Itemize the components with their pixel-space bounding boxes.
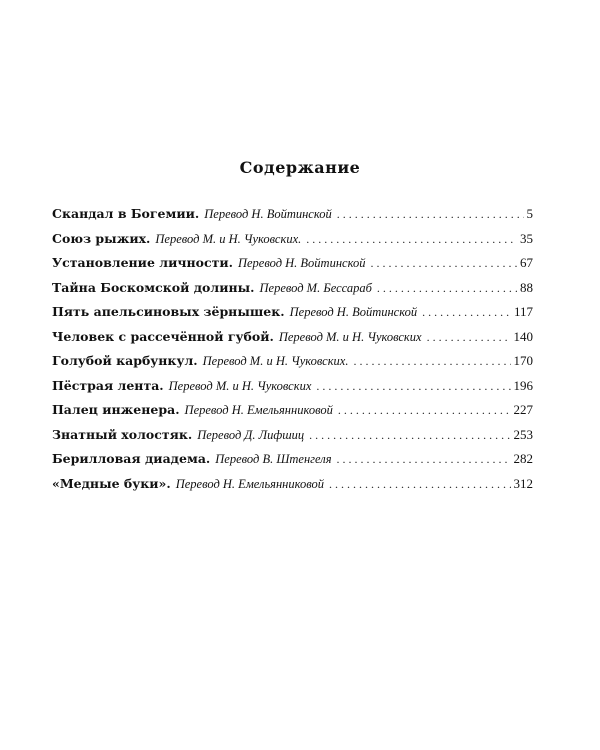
toc-entry (52, 329, 533, 354)
dot-leader (377, 281, 517, 296)
toc-entry (52, 304, 533, 329)
entry-page-number: 312 (513, 475, 533, 491)
entry-translator: Перевод М. и Н. Чуковских (278, 329, 422, 344)
toc-entry (52, 402, 533, 427)
entry-title: Пёстрая лента. (52, 377, 164, 393)
entry-translator: Перевод Н. Войтинской (204, 207, 332, 221)
entry-translator: Перевод Н. Войтинской (237, 256, 366, 270)
toc-entry (52, 353, 533, 378)
entry-title: Человек с рассечённой губой. (52, 328, 274, 344)
entry-translator: Перевод М. и Н. Чуковских (168, 378, 312, 393)
entry-page-number: 88 (520, 279, 533, 295)
dot-leader (370, 256, 517, 271)
toc-entry (52, 206, 533, 231)
entry-title: Голубой карбункул. (52, 353, 198, 368)
entry-translator: Перевод М. Бессараб (259, 280, 372, 295)
entry-title: Пять апельсиновых зёрнышек. (52, 304, 285, 319)
entry-title: «Медные буки». (52, 475, 171, 491)
entry-title: Союз рыжих. (52, 230, 151, 246)
entry-page-number: 140 (513, 328, 533, 344)
dot-leader (337, 207, 524, 222)
table-of-contents (52, 206, 533, 500)
entry-translator: Перевод Н. Войтинской (289, 305, 418, 319)
toc-entry (52, 231, 533, 256)
toc-entry (52, 451, 533, 476)
toc-entry (52, 255, 533, 280)
entry-page-number: 5 (526, 206, 533, 221)
entry-page-number: 170 (513, 353, 533, 368)
dot-leader (316, 379, 510, 394)
entry-translator: Перевод В. Штенгеля (215, 452, 332, 466)
entry-page-number: 253 (513, 426, 533, 442)
toc-entry (52, 427, 533, 452)
dot-leader (329, 477, 510, 492)
dot-leader (422, 305, 511, 320)
entry-title: Тайна Боскомской долины. (52, 279, 255, 295)
toc-entry (52, 476, 533, 501)
entry-page-number: 35 (520, 230, 533, 246)
entry-page-number: 227 (513, 402, 533, 417)
entry-page-number: 117 (513, 304, 533, 319)
dot-leader (338, 403, 511, 418)
entry-translator: Перевод Д. Лифшиц (197, 427, 305, 442)
entry-page-number: 282 (513, 451, 533, 466)
entry-title: Берилловая диадема. (52, 451, 211, 466)
page-title: Содержание (239, 158, 361, 177)
entry-translator: Перевод Н. Емельянниковой (175, 476, 325, 491)
dot-leader (427, 330, 511, 345)
toc-entry (52, 280, 533, 305)
entry-translator: Перевод М. и Н. Чуковских. (202, 354, 349, 368)
entry-title: Знатный холостяк. (52, 426, 193, 442)
dot-leader (337, 452, 511, 467)
dot-leader (306, 232, 517, 247)
entry-page-number: 67 (520, 255, 533, 270)
entry-title: Палец инженера. (52, 402, 180, 417)
entry-translator: Перевод Н. Емельянниковой (184, 403, 333, 417)
toc-entry (52, 378, 533, 403)
dot-leader (309, 428, 510, 443)
entry-title: Скандал в Богемии. (52, 206, 200, 221)
entry-title: Установление личности. (52, 255, 233, 270)
entry-page-number: 196 (513, 377, 533, 393)
dot-leader (353, 354, 510, 369)
entry-translator: Перевод М. и Н. Чуковских. (155, 231, 302, 246)
